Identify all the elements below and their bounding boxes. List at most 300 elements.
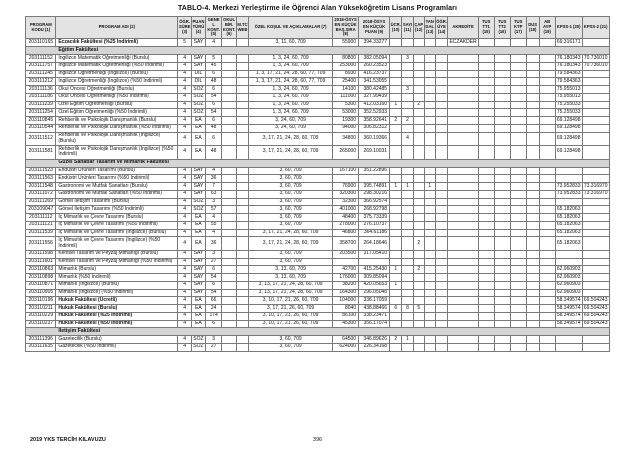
cell-dus bbox=[526, 274, 539, 282]
cell-kpss1: 79.584363 bbox=[556, 77, 581, 84]
cell-sure: 4 bbox=[178, 305, 192, 313]
cell-c13 bbox=[424, 289, 435, 297]
cell-web bbox=[236, 336, 248, 344]
cell-sure: 4 bbox=[178, 237, 192, 251]
cell-c14 bbox=[435, 93, 448, 101]
cell-c10 bbox=[390, 250, 402, 258]
cell-kod: 203110229 bbox=[26, 312, 56, 320]
cell-akr bbox=[448, 289, 478, 297]
cell-dus bbox=[526, 305, 539, 313]
program-row bbox=[26, 62, 609, 70]
cell-ad: İç Mimarlık ve Çevre Tasarımı (İngilizce) (Burslu) bbox=[56, 229, 178, 237]
cell-c10 bbox=[390, 343, 402, 351]
cell-kont: 6 bbox=[205, 70, 221, 78]
cell-kont: 48 bbox=[205, 146, 221, 160]
cell-kpss1 bbox=[555, 175, 582, 183]
column-header-c11: SAYI (11) bbox=[402, 17, 413, 39]
cell-kod: 203111539 bbox=[26, 229, 56, 237]
cell-akr bbox=[448, 183, 478, 191]
cell-sira: 14100 bbox=[333, 86, 359, 94]
cell-tus2 bbox=[494, 146, 510, 160]
column-header-ad: PROGRAM ADI (2) bbox=[56, 17, 178, 39]
cell-tus2 bbox=[494, 198, 510, 206]
cell-tusk bbox=[510, 124, 526, 132]
cell-kpss2 bbox=[582, 70, 609, 78]
cell-okul bbox=[222, 221, 237, 229]
cell-dus bbox=[526, 237, 539, 251]
cell-kpss2 bbox=[582, 214, 609, 222]
program-row bbox=[26, 39, 609, 47]
cell-c10 bbox=[390, 229, 402, 237]
cell-kpss1: 76.180343 bbox=[556, 54, 581, 61]
program-row bbox=[26, 78, 609, 86]
cell-c10 bbox=[390, 221, 402, 229]
cell-kosul: 1, 3, 24, 60, 709 bbox=[249, 86, 333, 94]
cell-okul bbox=[222, 117, 237, 125]
cell-kpss2 bbox=[582, 229, 609, 237]
cell-dus bbox=[526, 343, 539, 351]
cell-c10: 6 bbox=[390, 305, 402, 313]
cell-kont: 45 bbox=[205, 62, 221, 70]
cell-tusk bbox=[510, 221, 526, 229]
cell-sure: 4 bbox=[178, 266, 192, 274]
cell-abayp bbox=[539, 312, 555, 320]
cell-puan: 438.88466 bbox=[359, 305, 390, 313]
cell-c10 bbox=[390, 109, 402, 117]
cell-c10: 1 bbox=[390, 281, 402, 289]
cell-c14 bbox=[435, 117, 448, 125]
cell-kont: 4 bbox=[205, 167, 221, 175]
cell-tus1 bbox=[478, 86, 494, 94]
cell-kpss2 bbox=[582, 175, 609, 183]
cell-c13 bbox=[424, 124, 435, 132]
cell-c10 bbox=[390, 274, 402, 282]
cell-sure: 4 bbox=[178, 109, 192, 117]
cell-abayp bbox=[539, 229, 555, 237]
cell-c10: 1 bbox=[390, 183, 402, 191]
cell-kpss2 bbox=[582, 109, 609, 117]
cell-abayp bbox=[539, 266, 555, 274]
cell-sira: 86100 bbox=[333, 312, 359, 320]
cell-tusk bbox=[510, 70, 526, 78]
cell-ad: İç Mimarlık ve Çevre Tasarımı (İngilizce) (%50 İndirimli) bbox=[56, 237, 178, 251]
cell-kpss1: 62.960903 bbox=[556, 281, 581, 288]
cell-c10 bbox=[390, 175, 402, 183]
cell-tus2 bbox=[494, 281, 510, 289]
cell-c11 bbox=[402, 258, 413, 266]
cell-kosul: 3, 17, 21, 24, 28, 60, 709 bbox=[249, 237, 333, 251]
cell-c14 bbox=[435, 206, 448, 214]
cell-tusk bbox=[510, 206, 526, 214]
cell-kont: 66 bbox=[205, 297, 221, 305]
cell-c14 bbox=[435, 221, 448, 229]
program-row bbox=[26, 55, 609, 63]
cell-c12 bbox=[413, 214, 424, 222]
cell-abayp bbox=[539, 190, 555, 198]
cell-puan: 338.23471 bbox=[359, 312, 390, 320]
cell-tur: SÖZ bbox=[193, 93, 204, 100]
cell-web bbox=[236, 343, 248, 351]
cell-c11 bbox=[402, 198, 413, 206]
cell-c13 bbox=[424, 86, 435, 94]
cell-c12 bbox=[413, 39, 424, 47]
cell-kont: 4 bbox=[205, 214, 221, 222]
cell-kpss1 bbox=[555, 343, 582, 351]
column-header-kpss2: KPSS-2 (21) bbox=[582, 17, 609, 39]
cell-kosul: 3, 11, 60, 709 bbox=[249, 39, 333, 47]
cell-kont: 3 bbox=[205, 198, 221, 206]
cell-puan: 296.05048 bbox=[359, 289, 390, 297]
cell-c10 bbox=[390, 312, 402, 320]
cell-c10 bbox=[390, 289, 402, 297]
cell-ad: Rehberlik ve Psikolojik Danışmanlık (İngilizce) (Burslu) bbox=[56, 132, 178, 146]
cell-c14 bbox=[435, 124, 448, 132]
cell-dus bbox=[526, 93, 539, 101]
cell-akr bbox=[448, 281, 478, 289]
cell-ad: Rehberlik ve Psikolojik Danışmanlık (İngilizce) (%50 İndirimli) bbox=[56, 146, 178, 160]
cell-c11 bbox=[402, 39, 413, 47]
cell-akr bbox=[448, 229, 478, 237]
cell-sira: 401000 bbox=[333, 206, 359, 214]
cell-tusk bbox=[510, 93, 526, 101]
cell-kpss2 bbox=[582, 78, 609, 86]
cell-c11 bbox=[402, 167, 413, 175]
cell-tus1 bbox=[478, 320, 494, 328]
cell-tus1 bbox=[478, 336, 494, 344]
footer-page-number: 396 bbox=[312, 437, 323, 443]
cell-ad: İngilizce Öğretmenliği (İngilizce) (%50 İndirimli) bbox=[56, 78, 178, 86]
cell-tus1 bbox=[478, 55, 494, 63]
cell-c14 bbox=[435, 39, 448, 47]
cell-kosul: 3, 60, 709 bbox=[249, 214, 333, 222]
cell-tus2 bbox=[494, 343, 510, 351]
cell-c14 bbox=[435, 109, 448, 117]
cell-tus2 bbox=[494, 214, 510, 222]
cell-puan: 416.23737 bbox=[359, 70, 390, 78]
cell-kont: 48 bbox=[205, 78, 221, 86]
cell-web bbox=[236, 175, 248, 183]
cell-kont: 6 bbox=[205, 86, 221, 94]
cell-kpss1: 73.952833 bbox=[556, 182, 581, 189]
cell-c14 bbox=[435, 258, 448, 266]
cell-web bbox=[236, 109, 248, 117]
cell-tus2 bbox=[494, 206, 510, 214]
cell-c12 bbox=[413, 320, 424, 328]
cell-c12 bbox=[413, 109, 424, 117]
cell-okul bbox=[222, 39, 237, 47]
cell-sure: 4 bbox=[178, 167, 192, 175]
cell-c11 bbox=[402, 297, 413, 305]
cell-ad: İç Mimarlık ve Çevre Tasarımı (Burslu) bbox=[56, 214, 178, 222]
cell-kpss1: 73.952833 bbox=[556, 190, 581, 197]
cell-kpss2 bbox=[582, 93, 609, 101]
cell-dus bbox=[526, 312, 539, 320]
cell-c10 bbox=[390, 78, 402, 86]
cell-ad: Gastronomi ve Mutfak Sanatları (Burslu) bbox=[56, 183, 178, 191]
cell-c10 bbox=[390, 206, 402, 214]
cell-c14 bbox=[435, 305, 448, 313]
cell-ad: Gastronomi ve Mutfak Sanatları (%50 İndirimli) bbox=[56, 190, 178, 198]
cell-tur: SAY bbox=[191, 258, 205, 266]
cell-c12 bbox=[413, 183, 424, 191]
cell-abayp bbox=[539, 289, 555, 297]
section-row bbox=[26, 47, 609, 55]
cell-kont: 63 bbox=[205, 190, 221, 198]
cell-c12 bbox=[413, 70, 424, 78]
cell-kpss1: 65.182063 bbox=[556, 205, 581, 212]
cell-sure: 4 bbox=[178, 343, 192, 351]
cell-okul bbox=[222, 146, 237, 160]
column-header-puan: 2018-ÖSYS EN KÜÇÜK PUAN (9) bbox=[359, 17, 390, 39]
cell-akr bbox=[448, 266, 478, 274]
cell-kont: 55 bbox=[205, 221, 221, 229]
cell-ad: Görsel İletişim Tasarımı (Burslu) bbox=[56, 198, 178, 206]
cell-abayp bbox=[539, 101, 555, 109]
cell-kpss1: 69.316171 bbox=[556, 38, 581, 45]
cell-c14 bbox=[435, 297, 448, 305]
cell-sira: 164300 bbox=[333, 289, 359, 297]
cell-ad: Rehberlik ve Psikolojik Danışmanlık (%50 İndirimli) bbox=[56, 124, 178, 132]
cell-okul bbox=[222, 237, 237, 251]
cell-dus bbox=[526, 109, 539, 117]
cell-tus2 bbox=[494, 132, 510, 146]
cell-c11 bbox=[402, 266, 413, 274]
cell-c11: 3 bbox=[402, 55, 413, 63]
cell-kont: 6 bbox=[205, 320, 221, 328]
cell-kosul: 3, 10, 17, 21, 26, 60, 709 bbox=[249, 297, 333, 305]
column-header-c14: ÖĞR. ÜYE (14) bbox=[435, 17, 448, 39]
cell-kpss2: 69.504243 bbox=[583, 304, 608, 311]
cell-dus bbox=[526, 117, 539, 125]
cell-tur: SAY bbox=[191, 250, 205, 258]
cell-okul bbox=[222, 258, 237, 266]
cell-kod: 203111757 bbox=[26, 62, 56, 70]
cell-dus bbox=[526, 124, 539, 132]
cell-puan: 356.17074 bbox=[359, 320, 390, 328]
cell-c11 bbox=[402, 109, 413, 117]
cell-kosul: 3, 13, 17, 21, 24, 28, 60, 709 bbox=[249, 289, 333, 297]
cell-kpss1: 75.255033 bbox=[556, 101, 581, 108]
cell-kpss2 bbox=[582, 167, 609, 175]
cell-puan: 352.52933 bbox=[359, 109, 390, 117]
cell-tur: SAY bbox=[191, 266, 205, 274]
cell-kpss2: 70.736010 bbox=[583, 62, 608, 69]
cell-akr bbox=[448, 250, 478, 258]
cell-sure: 4 bbox=[178, 250, 192, 258]
cell-akr bbox=[448, 214, 478, 222]
cell-akr bbox=[448, 101, 478, 109]
cell-kpss1: 62.960903 bbox=[556, 273, 581, 280]
cell-c12 bbox=[413, 221, 424, 229]
cell-tur: EA bbox=[191, 214, 205, 222]
cell-tus2 bbox=[494, 289, 510, 297]
cell-c11 bbox=[402, 78, 413, 86]
cell-c12 bbox=[413, 86, 424, 94]
cell-sure: 4 bbox=[178, 183, 192, 191]
cell-tus1 bbox=[478, 109, 494, 117]
cell-okul bbox=[222, 70, 237, 78]
cell-dus bbox=[526, 214, 539, 222]
cell-tur: SAY bbox=[191, 175, 205, 183]
cell-c13 bbox=[424, 221, 435, 229]
cell-kod: 203110196 bbox=[26, 297, 56, 305]
cell-tusk bbox=[510, 214, 526, 222]
cell-okul bbox=[222, 229, 237, 237]
cell-web bbox=[236, 55, 248, 63]
cell-c11 bbox=[402, 229, 413, 237]
cell-okul bbox=[222, 297, 237, 305]
cell-okul bbox=[222, 266, 237, 274]
cell-tus1 bbox=[478, 190, 494, 198]
cell-tus2 bbox=[494, 78, 510, 86]
cell-kod: 203111186 bbox=[26, 93, 56, 101]
cell-sure: 4 bbox=[178, 297, 192, 305]
cell-sure: 4 bbox=[178, 274, 192, 282]
program-row bbox=[26, 258, 609, 266]
cell-kpss2 bbox=[582, 281, 609, 289]
cell-tus1 bbox=[478, 343, 494, 351]
cell-c11 bbox=[402, 281, 413, 289]
cell-ad: Mimarlık (İngilizce) (%50 İndirimli) bbox=[56, 289, 178, 297]
cell-tus1 bbox=[478, 206, 494, 214]
cell-tus2 bbox=[494, 55, 510, 63]
cell-sira: 46800 bbox=[333, 229, 359, 237]
cell-kont: 36 bbox=[205, 237, 221, 251]
cell-kont: 27 bbox=[205, 258, 221, 266]
cell-okul bbox=[222, 109, 237, 117]
cell-c14 bbox=[435, 281, 448, 289]
programs-table bbox=[25, 16, 609, 352]
program-row bbox=[26, 146, 609, 160]
cell-abayp bbox=[539, 336, 555, 344]
cell-kont: 4 bbox=[205, 229, 221, 237]
cell-sira: 94000 bbox=[333, 124, 359, 132]
cell-dus bbox=[526, 297, 539, 305]
cell-kont: 6 bbox=[205, 132, 221, 146]
cell-kpss2 bbox=[582, 101, 609, 109]
cell-sure: 4 bbox=[178, 101, 192, 109]
cell-tus2 bbox=[494, 305, 510, 313]
program-row bbox=[26, 124, 609, 132]
cell-sure: 5 bbox=[178, 39, 192, 47]
cell-c13 bbox=[424, 297, 435, 305]
cell-puan: 269.10031 bbox=[359, 146, 390, 160]
cell-sure: 4 bbox=[178, 124, 192, 132]
cell-tusk bbox=[510, 62, 526, 70]
cell-tus1 bbox=[478, 93, 494, 101]
cell-akr bbox=[448, 146, 478, 160]
cell-c11 bbox=[402, 289, 413, 297]
cell-sure: 4 bbox=[178, 190, 192, 198]
cell-puan: 366.92574 bbox=[359, 198, 390, 206]
cell-ad: Hukuk Fakültesi (Ücretli) bbox=[56, 297, 178, 305]
cell-kosul: 3, 60, 709 bbox=[249, 183, 333, 191]
cell-web bbox=[236, 237, 248, 251]
cell-sira bbox=[333, 175, 359, 183]
cell-c13 bbox=[424, 229, 435, 237]
cell-kont: 6 bbox=[205, 101, 221, 109]
cell-tus1 bbox=[478, 70, 494, 78]
cell-tusk bbox=[510, 78, 526, 86]
cell-c14 bbox=[435, 101, 448, 109]
cell-kosul: 3, 60, 709 bbox=[249, 343, 333, 351]
cell-kod: 203110544 bbox=[26, 124, 56, 132]
cell-tur: SAY bbox=[191, 62, 205, 70]
cell-web bbox=[236, 229, 248, 237]
cell-kont: 7 bbox=[205, 183, 221, 191]
cell-okul bbox=[222, 343, 237, 351]
cell-kpss2: 73.316970 bbox=[583, 190, 608, 197]
cell-web bbox=[236, 167, 248, 175]
cell-tus1 bbox=[478, 175, 494, 183]
cell-kosul: 3, 17, 21, 24, 28, 60, 709 bbox=[249, 229, 333, 237]
cell-sure: 4 bbox=[178, 214, 192, 222]
cell-dus bbox=[526, 190, 539, 198]
cell-puan: 358.92641 bbox=[359, 117, 390, 125]
cell-c12 bbox=[413, 312, 424, 320]
cell-abayp bbox=[539, 320, 555, 328]
cell-kod: 203111598 bbox=[26, 250, 56, 258]
program-row bbox=[26, 183, 609, 191]
cell-puan: 317.05410 bbox=[359, 250, 390, 258]
cell-kod: 203110863 bbox=[26, 266, 56, 274]
cell-kont: 3 bbox=[205, 336, 221, 344]
cell-tus2 bbox=[494, 175, 510, 183]
cell-akr bbox=[448, 305, 478, 313]
cell-kosul: 1, 3, 17, 21, 24, 28, 60, 77, 709 bbox=[249, 70, 333, 78]
cell-tus1 bbox=[478, 250, 494, 258]
program-row bbox=[26, 117, 609, 125]
cell-c13 bbox=[424, 343, 435, 351]
cell-abayp bbox=[539, 250, 555, 258]
cell-kod: 203110165 bbox=[26, 39, 56, 47]
cell-abayp bbox=[539, 274, 555, 282]
cell-c10 bbox=[390, 320, 402, 328]
cell-kont: 5 bbox=[205, 55, 221, 63]
cell-web bbox=[236, 312, 248, 320]
cell-tusk bbox=[510, 289, 526, 297]
cell-ad: Okul Öncesi Öğretmenliği (%50 İndirimli) bbox=[56, 93, 178, 101]
cell-puan: 346.89626 bbox=[359, 336, 390, 344]
cell-c11: 4 bbox=[402, 132, 413, 146]
cell-ad: Okul Öncesi Öğretmenliği (Burslu) bbox=[56, 86, 178, 94]
cell-c12 bbox=[413, 62, 424, 70]
cell-web bbox=[236, 190, 248, 198]
cell-kod: 203110211 bbox=[26, 305, 56, 313]
cell-c12 bbox=[413, 132, 424, 146]
cell-kont: 36 bbox=[205, 175, 221, 183]
cell-kod: 203111136 bbox=[26, 86, 56, 94]
cell-sure: 4 bbox=[178, 117, 192, 125]
cell-tur: EA bbox=[191, 237, 205, 251]
cell-c12: 2 bbox=[413, 266, 424, 274]
cell-c10: 1 bbox=[390, 266, 402, 274]
cell-c12 bbox=[413, 117, 424, 125]
cell-sure: 4 bbox=[178, 320, 192, 328]
cell-sira: 104000 bbox=[333, 297, 359, 305]
cell-puan: 276.10737 bbox=[359, 221, 390, 229]
cell-ad: Endüstri Ürünleri Tasarımı (%50 İndirimli) bbox=[56, 175, 178, 183]
cell-abayp bbox=[539, 39, 555, 47]
cell-akr: ECZAKDER bbox=[449, 38, 477, 45]
cell-akr bbox=[448, 206, 478, 214]
cell-okul bbox=[222, 86, 237, 94]
cell-dus bbox=[526, 198, 539, 206]
cell-puan: 394.33277 bbox=[359, 39, 390, 47]
cell-c11: 1 bbox=[402, 336, 413, 344]
cell-dus bbox=[526, 289, 539, 297]
cell-kod: 203111635 bbox=[26, 343, 56, 351]
